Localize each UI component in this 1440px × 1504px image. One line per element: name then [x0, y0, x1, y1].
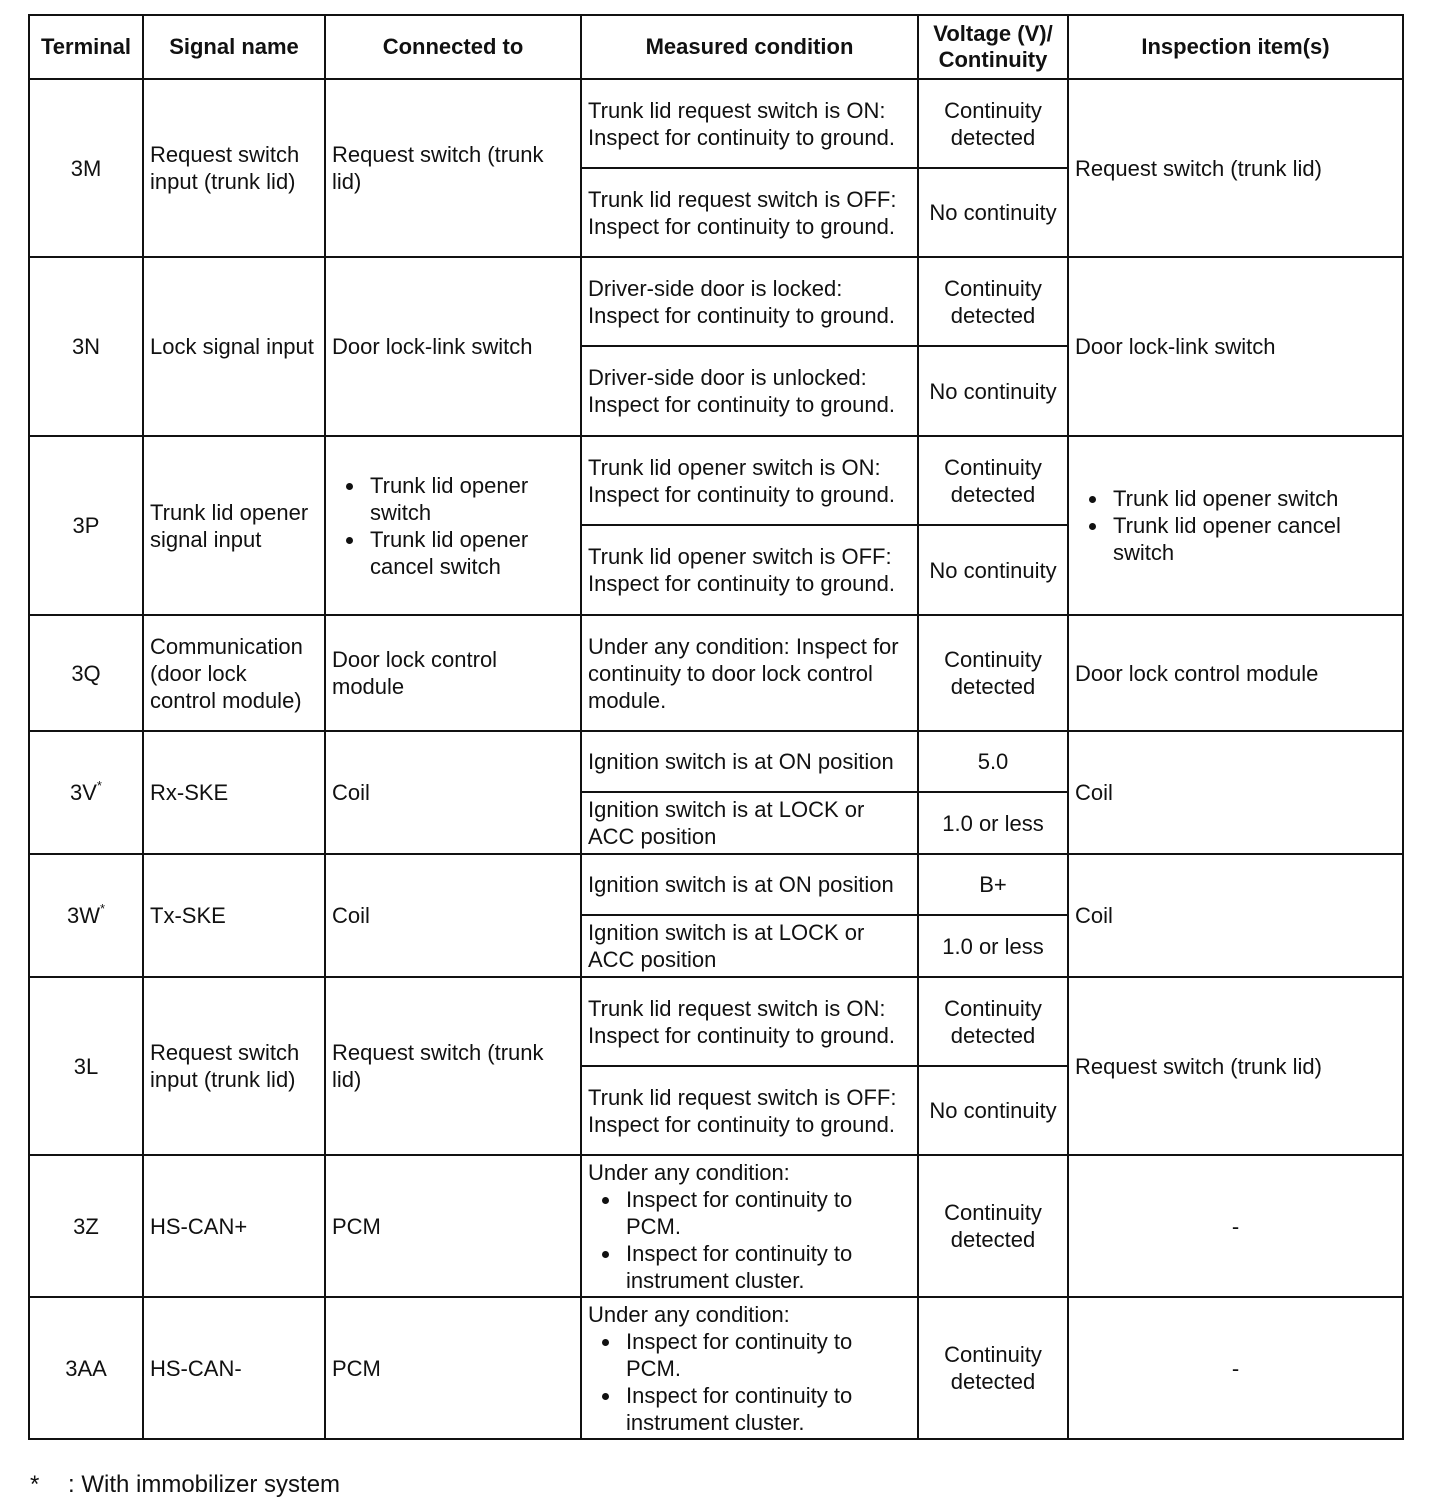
terminal-cell — [29, 731, 143, 854]
connected-to-cell: Coil — [325, 731, 581, 854]
connected-to-cell: Request switch (trunk lid) — [325, 79, 581, 257]
list-item: • Trunk lid opener switch — [1109, 485, 1396, 512]
voltage-continuity-cell: No continuity — [918, 1066, 1068, 1155]
header-inspection-items: Inspection item(s) — [1068, 15, 1403, 79]
terminal-cell: 3L — [29, 977, 143, 1155]
voltage-continuity-cell: Continuity detected — [918, 257, 1068, 346]
voltage-continuity-cell: Continuity detected — [918, 1297, 1068, 1439]
measured-condition-cell: Driver-side door is locked: Inspect for continuity to ground. — [581, 257, 918, 346]
inspection-item-cell: Coil — [1068, 854, 1403, 977]
voltage-continuity-cell: Continuity detected — [918, 1155, 1068, 1297]
connected-to-cell — [325, 436, 581, 615]
footnote — [30, 1470, 340, 1500]
signal-name-cell: HS-CAN+ — [143, 1155, 325, 1297]
list-item: • Trunk lid opener cancel switch — [366, 526, 574, 580]
voltage-continuity-cell: 5.0 — [918, 731, 1068, 792]
voltage-continuity-cell: No continuity — [918, 346, 1068, 436]
table-row — [29, 615, 1403, 731]
terminal-cell: 3M — [29, 79, 143, 257]
table-row — [29, 731, 1403, 792]
signal-name-cell: Trunk lid opener signal input — [143, 436, 325, 615]
measured-condition-cell: Ignition switch is at ON position — [581, 731, 918, 792]
inspection-item-cell: - — [1068, 1297, 1403, 1439]
voltage-continuity-cell: B+ — [918, 854, 1068, 915]
voltage-continuity-cell: 1.0 or less — [918, 915, 1068, 977]
signal-name-cell: Request switch input (trunk lid) — [143, 79, 325, 257]
terminal-id: 3W — [66, 903, 100, 928]
measured-condition-cell: Trunk lid opener switch is ON: Inspect for continuity to ground. — [581, 436, 918, 525]
terminal-cell: 3Z — [29, 1155, 143, 1297]
condition-lead: Under any condition: — [588, 1301, 790, 1327]
inspection-item-cell: Door lock control module — [1068, 615, 1403, 731]
header-terminal: Terminal — [29, 15, 143, 79]
inspection-item-list — [1075, 485, 1396, 566]
signal-name-cell: Request switch input (trunk lid) — [143, 977, 325, 1155]
header-measured-condition: Measured condition — [581, 15, 918, 79]
list-item: • Inspect for continuity to PCM. — [622, 1328, 911, 1382]
voltage-continuity-cell: Continuity detected — [918, 615, 1068, 731]
measured-condition-cell: Trunk lid request switch is ON: Inspect for continuity to ground. — [581, 79, 918, 168]
list-item: • Trunk lid opener cancel switch — [1109, 512, 1396, 566]
condition-list — [588, 1186, 911, 1294]
inspection-item-cell: Coil — [1068, 731, 1403, 854]
terminal-inspection-table — [28, 14, 1404, 1440]
terminal-cell — [29, 854, 143, 977]
connected-to-cell: Request switch (trunk lid) — [325, 977, 581, 1155]
table-row — [29, 977, 1403, 1066]
list-item: • Trunk lid opener switch — [366, 472, 574, 526]
voltage-continuity-cell: Continuity detected — [918, 436, 1068, 525]
measured-condition-cell: Driver-side door is unlocked: Inspect for continuity to ground. — [581, 346, 918, 436]
header-row — [29, 15, 1403, 79]
signal-name-cell: HS-CAN- — [143, 1297, 325, 1439]
measured-condition-cell: Under any condition: Inspect for continuity to door lock control module. — [581, 615, 918, 731]
condition-list — [588, 1328, 911, 1436]
measured-condition-cell: Trunk lid request switch is ON: Inspect for continuity to ground. — [581, 977, 918, 1066]
immobilizer-mark: * — [96, 778, 102, 793]
connected-to-cell: Door lock control module — [325, 615, 581, 731]
terminal-cell: 3N — [29, 257, 143, 436]
terminal-cell: 3Q — [29, 615, 143, 731]
table-row — [29, 854, 1403, 915]
table-row — [29, 1155, 1403, 1297]
measured-condition-cell: Trunk lid request switch is OFF: Inspect for continuity to ground. — [581, 1066, 918, 1155]
connected-to-cell: PCM — [325, 1297, 581, 1439]
table-row — [29, 79, 1403, 168]
voltage-continuity-cell: Continuity detected — [918, 79, 1068, 168]
inspection-item-cell: Request switch (trunk lid) — [1068, 79, 1403, 257]
connected-to-list — [332, 472, 574, 580]
voltage-continuity-cell: No continuity — [918, 168, 1068, 257]
table-row — [29, 257, 1403, 346]
measured-condition-cell: Trunk lid request switch is OFF: Inspect for continuity to ground. — [581, 168, 918, 257]
measured-condition-cell: Ignition switch is at LOCK or ACC position — [581, 915, 918, 977]
immobilizer-mark: * — [99, 901, 106, 916]
terminal-id: 3V — [70, 780, 97, 805]
connected-to-cell: Coil — [325, 854, 581, 977]
voltage-continuity-cell: No continuity — [918, 525, 1068, 615]
connected-to-cell: PCM — [325, 1155, 581, 1297]
header-signal-name: Signal name — [143, 15, 325, 79]
terminal-cell: 3P — [29, 436, 143, 615]
list-item: • Inspect for continuity to instrument cluster. — [622, 1240, 911, 1294]
voltage-continuity-cell: Continuity detected — [918, 977, 1068, 1066]
measured-condition-cell — [581, 1297, 918, 1439]
condition-lead: Under any condition: — [588, 1159, 790, 1185]
signal-name-cell: Tx-SKE — [143, 854, 325, 977]
signal-name-cell: Lock signal input — [143, 257, 325, 436]
signal-name-cell: Communication (door lock control module) — [143, 615, 325, 731]
footnote-text: : With immobilizer system — [68, 1471, 341, 1498]
terminal-cell: 3AA — [29, 1297, 143, 1439]
measured-condition-cell — [581, 1155, 918, 1297]
inspection-item-cell: - — [1068, 1155, 1403, 1297]
signal-name-cell: Rx-SKE — [143, 731, 325, 854]
voltage-continuity-cell: 1.0 or less — [918, 792, 1068, 854]
measured-condition-cell: Ignition switch is at LOCK or ACC position — [581, 792, 918, 854]
table-row — [29, 436, 1403, 525]
connected-to-cell: Door lock-link switch — [325, 257, 581, 436]
inspection-item-cell: Door lock-link switch — [1068, 257, 1403, 436]
measured-condition-cell: Trunk lid opener switch is OFF: Inspect for continuity to ground. — [581, 525, 918, 615]
measured-condition-cell: Ignition switch is at ON position — [581, 854, 918, 915]
inspection-item-cell: Request switch (trunk lid) — [1068, 977, 1403, 1155]
table-row — [29, 1297, 1403, 1439]
list-item: • Inspect for continuity to PCM. — [622, 1186, 911, 1240]
footnote-mark: * — [30, 1471, 40, 1498]
inspection-item-cell — [1068, 436, 1403, 615]
header-connected-to: Connected to — [325, 15, 581, 79]
list-item: • Inspect for continuity to instrument cluster. — [622, 1382, 911, 1436]
header-voltage-continuity: Voltage (V)/ Continuity — [918, 15, 1068, 79]
